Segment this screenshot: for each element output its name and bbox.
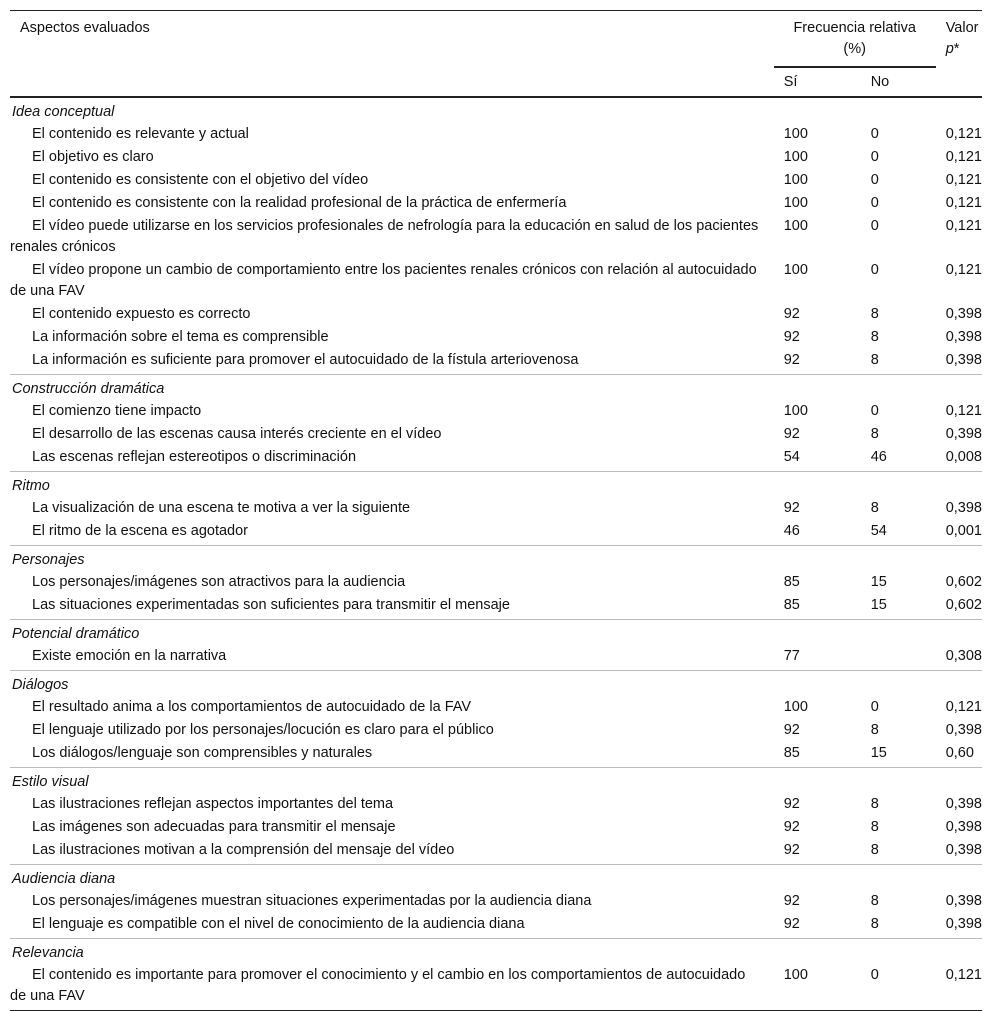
p-value-cell: 0,398 xyxy=(945,306,982,322)
yes-cell: 92 xyxy=(783,352,800,368)
table-row xyxy=(10,497,982,520)
yes-cell: 100 xyxy=(783,126,808,142)
section-row xyxy=(10,472,982,498)
header-p-value xyxy=(936,11,982,98)
yes-cell: 100 xyxy=(783,195,808,211)
table-row xyxy=(10,816,982,839)
p-value-suffix: * xyxy=(953,41,960,57)
yes-cell: 100 xyxy=(783,262,808,278)
section-title: Personajes xyxy=(12,552,85,568)
p-value-prefix: Valor xyxy=(945,20,979,36)
yes-cell: 100 xyxy=(783,403,808,419)
no-cell: 8 xyxy=(870,819,879,835)
table-row xyxy=(10,446,982,472)
section-row xyxy=(10,546,982,572)
table-row xyxy=(10,645,982,671)
aspect-cell: Las ilustraciones reflejan aspectos importantes del tema xyxy=(32,796,394,812)
section-title: Audiencia diana xyxy=(12,871,116,887)
section-row xyxy=(10,97,982,123)
p-value-cell: 0,602 xyxy=(945,574,982,590)
yes-cell: 100 xyxy=(783,967,808,983)
aspect-cell: El vídeo puede utilizarse en los servicios profesionales de nefrología para la educación en salud de los pacientes renales crónicos xyxy=(10,218,759,255)
aspect-cell: Las situaciones experimentadas son suficientes para transmitir el mensaje xyxy=(32,597,510,613)
no-cell: 8 xyxy=(870,500,879,516)
aspect-cell: Los diálogos/lenguaje son comprensibles y naturales xyxy=(32,745,373,761)
yes-cell: 85 xyxy=(783,574,800,590)
section-title: Diálogos xyxy=(12,677,69,693)
p-value-cell: 0,398 xyxy=(945,916,982,932)
evaluation-table xyxy=(10,10,982,1011)
aspect-cell: El contenido es consistente con el objetivo del vídeo xyxy=(32,172,369,188)
yes-cell: 100 xyxy=(783,172,808,188)
yes-cell: 92 xyxy=(783,306,800,322)
header-yes: Sí xyxy=(783,74,798,90)
aspect-cell: La información sobre el tema es comprensible xyxy=(32,329,329,345)
aspect-cell: Las ilustraciones motivan a la comprensión del mensaje del vídeo xyxy=(32,842,455,858)
p-value-cell: 0,60 xyxy=(945,745,974,761)
header-no: No xyxy=(870,74,890,90)
section-title: Idea conceptual xyxy=(12,104,115,120)
no-cell: 0 xyxy=(870,218,879,234)
aspect-cell: Existe emoción en la narrativa xyxy=(32,648,227,664)
p-value-cell: 0,121 xyxy=(945,262,982,278)
p-value-cell: 0,398 xyxy=(945,893,982,909)
yes-cell: 92 xyxy=(783,426,800,442)
table-row xyxy=(10,146,982,169)
no-cell: 0 xyxy=(870,195,879,211)
section-row xyxy=(10,865,982,891)
p-value-cell: 0,121 xyxy=(945,699,982,715)
no-cell: 0 xyxy=(870,149,879,165)
yes-cell: 92 xyxy=(783,893,800,909)
table-row xyxy=(10,169,982,192)
no-cell: 8 xyxy=(870,842,879,858)
table-row xyxy=(10,400,982,423)
p-value-cell: 0,001 xyxy=(945,523,982,539)
p-value-cell: 0,398 xyxy=(945,819,982,835)
no-cell: 8 xyxy=(870,426,879,442)
aspect-cell: El contenido es importante para promover el conocimiento y el cambio en los comportamientos de autocuidado de una FAV xyxy=(10,967,746,1004)
yes-cell: 92 xyxy=(783,722,800,738)
table-row xyxy=(10,520,982,546)
p-value-cell: 0,398 xyxy=(945,842,982,858)
no-cell xyxy=(861,645,936,671)
yes-cell: 100 xyxy=(783,218,808,234)
p-value-cell: 0,308 xyxy=(945,648,982,664)
table-row xyxy=(10,964,982,1011)
no-cell: 15 xyxy=(870,745,887,761)
section-title: Relevancia xyxy=(12,945,84,961)
aspect-cell: Las imágenes son adecuadas para transmitir el mensaje xyxy=(32,819,396,835)
table-row xyxy=(10,349,982,375)
aspect-cell: El desarrollo de las escenas causa interés creciente en el vídeo xyxy=(32,426,442,442)
aspect-cell: La visualización de una escena te motiva a ver la siguiente xyxy=(32,500,411,516)
header-aspects: Aspectos evaluados xyxy=(20,20,150,36)
aspect-cell: Los personajes/imágenes muestran situaciones experimentadas por la audiencia diana xyxy=(32,893,592,909)
table-row xyxy=(10,742,982,768)
aspect-cell: Los personajes/imágenes son atractivos para la audiencia xyxy=(32,574,406,590)
table-row xyxy=(10,719,982,742)
no-cell: 8 xyxy=(870,306,879,322)
no-cell: 0 xyxy=(870,699,879,715)
no-cell: 46 xyxy=(870,449,887,465)
yes-cell: 92 xyxy=(783,842,800,858)
section-row xyxy=(10,620,982,646)
no-cell: 54 xyxy=(870,523,887,539)
no-cell: 0 xyxy=(870,172,879,188)
table-row xyxy=(10,571,982,594)
p-value-cell: 0,398 xyxy=(945,352,982,368)
table-body xyxy=(10,97,982,1011)
yes-cell: 85 xyxy=(783,745,800,761)
yes-cell: 92 xyxy=(783,916,800,932)
aspect-cell: La información es suficiente para promover el autocuidado de la fístula arteriovenosa xyxy=(32,352,579,368)
header-frequency xyxy=(774,11,936,69)
table-row xyxy=(10,696,982,719)
table-row xyxy=(10,326,982,349)
section-title: Potencial dramático xyxy=(12,626,140,642)
p-value-italic: p xyxy=(945,41,954,57)
table-row xyxy=(10,594,982,620)
table-row xyxy=(10,793,982,816)
p-value-cell: 0,121 xyxy=(945,172,982,188)
table-row xyxy=(10,423,982,446)
aspect-cell: El vídeo propone un cambio de comportamiento entre los pacientes renales crónicos con relación al autocuidado de una FAV xyxy=(10,262,757,299)
section-row xyxy=(10,939,982,965)
header-row xyxy=(10,11,982,69)
no-cell: 0 xyxy=(870,403,879,419)
header-frequency-label: Frecuencia relativa (%) xyxy=(774,18,936,68)
p-value-cell: 0,121 xyxy=(945,403,982,419)
no-cell: 0 xyxy=(870,262,879,278)
table-row xyxy=(10,839,982,865)
no-cell: 8 xyxy=(870,916,879,932)
yes-cell: 92 xyxy=(783,329,800,345)
p-value-cell: 0,121 xyxy=(945,218,982,234)
section-row xyxy=(10,375,982,401)
table-row xyxy=(10,215,982,259)
table-row xyxy=(10,890,982,913)
aspect-cell: El contenido es relevante y actual xyxy=(32,126,249,142)
aspect-cell: El lenguaje es compatible con el nivel de conocimiento de la audiencia diana xyxy=(32,916,525,932)
yes-cell: 85 xyxy=(783,597,800,613)
yes-cell: 77 xyxy=(783,648,800,664)
p-value-cell: 0,121 xyxy=(945,149,982,165)
section-title: Estilo visual xyxy=(12,774,89,790)
aspect-cell: El lenguaje utilizado por los personajes/locución es claro para el público xyxy=(32,722,494,738)
p-value-cell: 0,121 xyxy=(945,126,982,142)
aspect-cell: El resultado anima a los comportamientos de autocuidado de la FAV xyxy=(32,699,472,715)
no-cell: 15 xyxy=(870,597,887,613)
yes-cell: 92 xyxy=(783,819,800,835)
no-cell: 0 xyxy=(870,967,879,983)
yes-cell: 46 xyxy=(783,523,800,539)
no-cell: 8 xyxy=(870,893,879,909)
table-row xyxy=(10,123,982,146)
p-value-cell: 0,398 xyxy=(945,796,982,812)
section-row xyxy=(10,671,982,697)
section-row xyxy=(10,768,982,794)
p-value-cell: 0,602 xyxy=(945,597,982,613)
yes-cell: 100 xyxy=(783,699,808,715)
no-cell: 15 xyxy=(870,574,887,590)
no-cell: 8 xyxy=(870,352,879,368)
aspect-cell: Las escenas reflejan estereotipos o discriminación xyxy=(32,449,357,465)
no-cell: 8 xyxy=(870,329,879,345)
yes-cell: 54 xyxy=(783,449,800,465)
p-value-cell: 0,398 xyxy=(945,329,982,345)
section-title: Ritmo xyxy=(12,478,50,494)
section-title: Construcción dramática xyxy=(12,381,165,397)
table-row xyxy=(10,259,982,303)
p-value-cell: 0,398 xyxy=(945,722,982,738)
p-value-cell: 0,398 xyxy=(945,500,982,516)
yes-cell: 100 xyxy=(783,149,808,165)
p-value-cell: 0,008 xyxy=(945,449,982,465)
aspect-cell: El contenido es consistente con la realidad profesional de la práctica de enfermería xyxy=(32,195,567,211)
no-cell: 0 xyxy=(870,126,879,142)
aspect-cell: El objetivo es claro xyxy=(32,149,154,165)
no-cell: 8 xyxy=(870,722,879,738)
table-row xyxy=(10,303,982,326)
table-row xyxy=(10,913,982,939)
p-value-cell: 0,121 xyxy=(945,195,982,211)
aspect-cell: El comienzo tiene impacto xyxy=(32,403,202,419)
no-cell: 8 xyxy=(870,796,879,812)
table-row xyxy=(10,192,982,215)
yes-cell: 92 xyxy=(783,500,800,516)
yes-cell: 92 xyxy=(783,796,800,812)
aspect-cell: El ritmo de la escena es agotador xyxy=(32,523,249,539)
p-value-cell: 0,121 xyxy=(945,967,982,983)
aspect-cell: El contenido expuesto es correcto xyxy=(32,306,251,322)
p-value-cell: 0,398 xyxy=(945,426,982,442)
